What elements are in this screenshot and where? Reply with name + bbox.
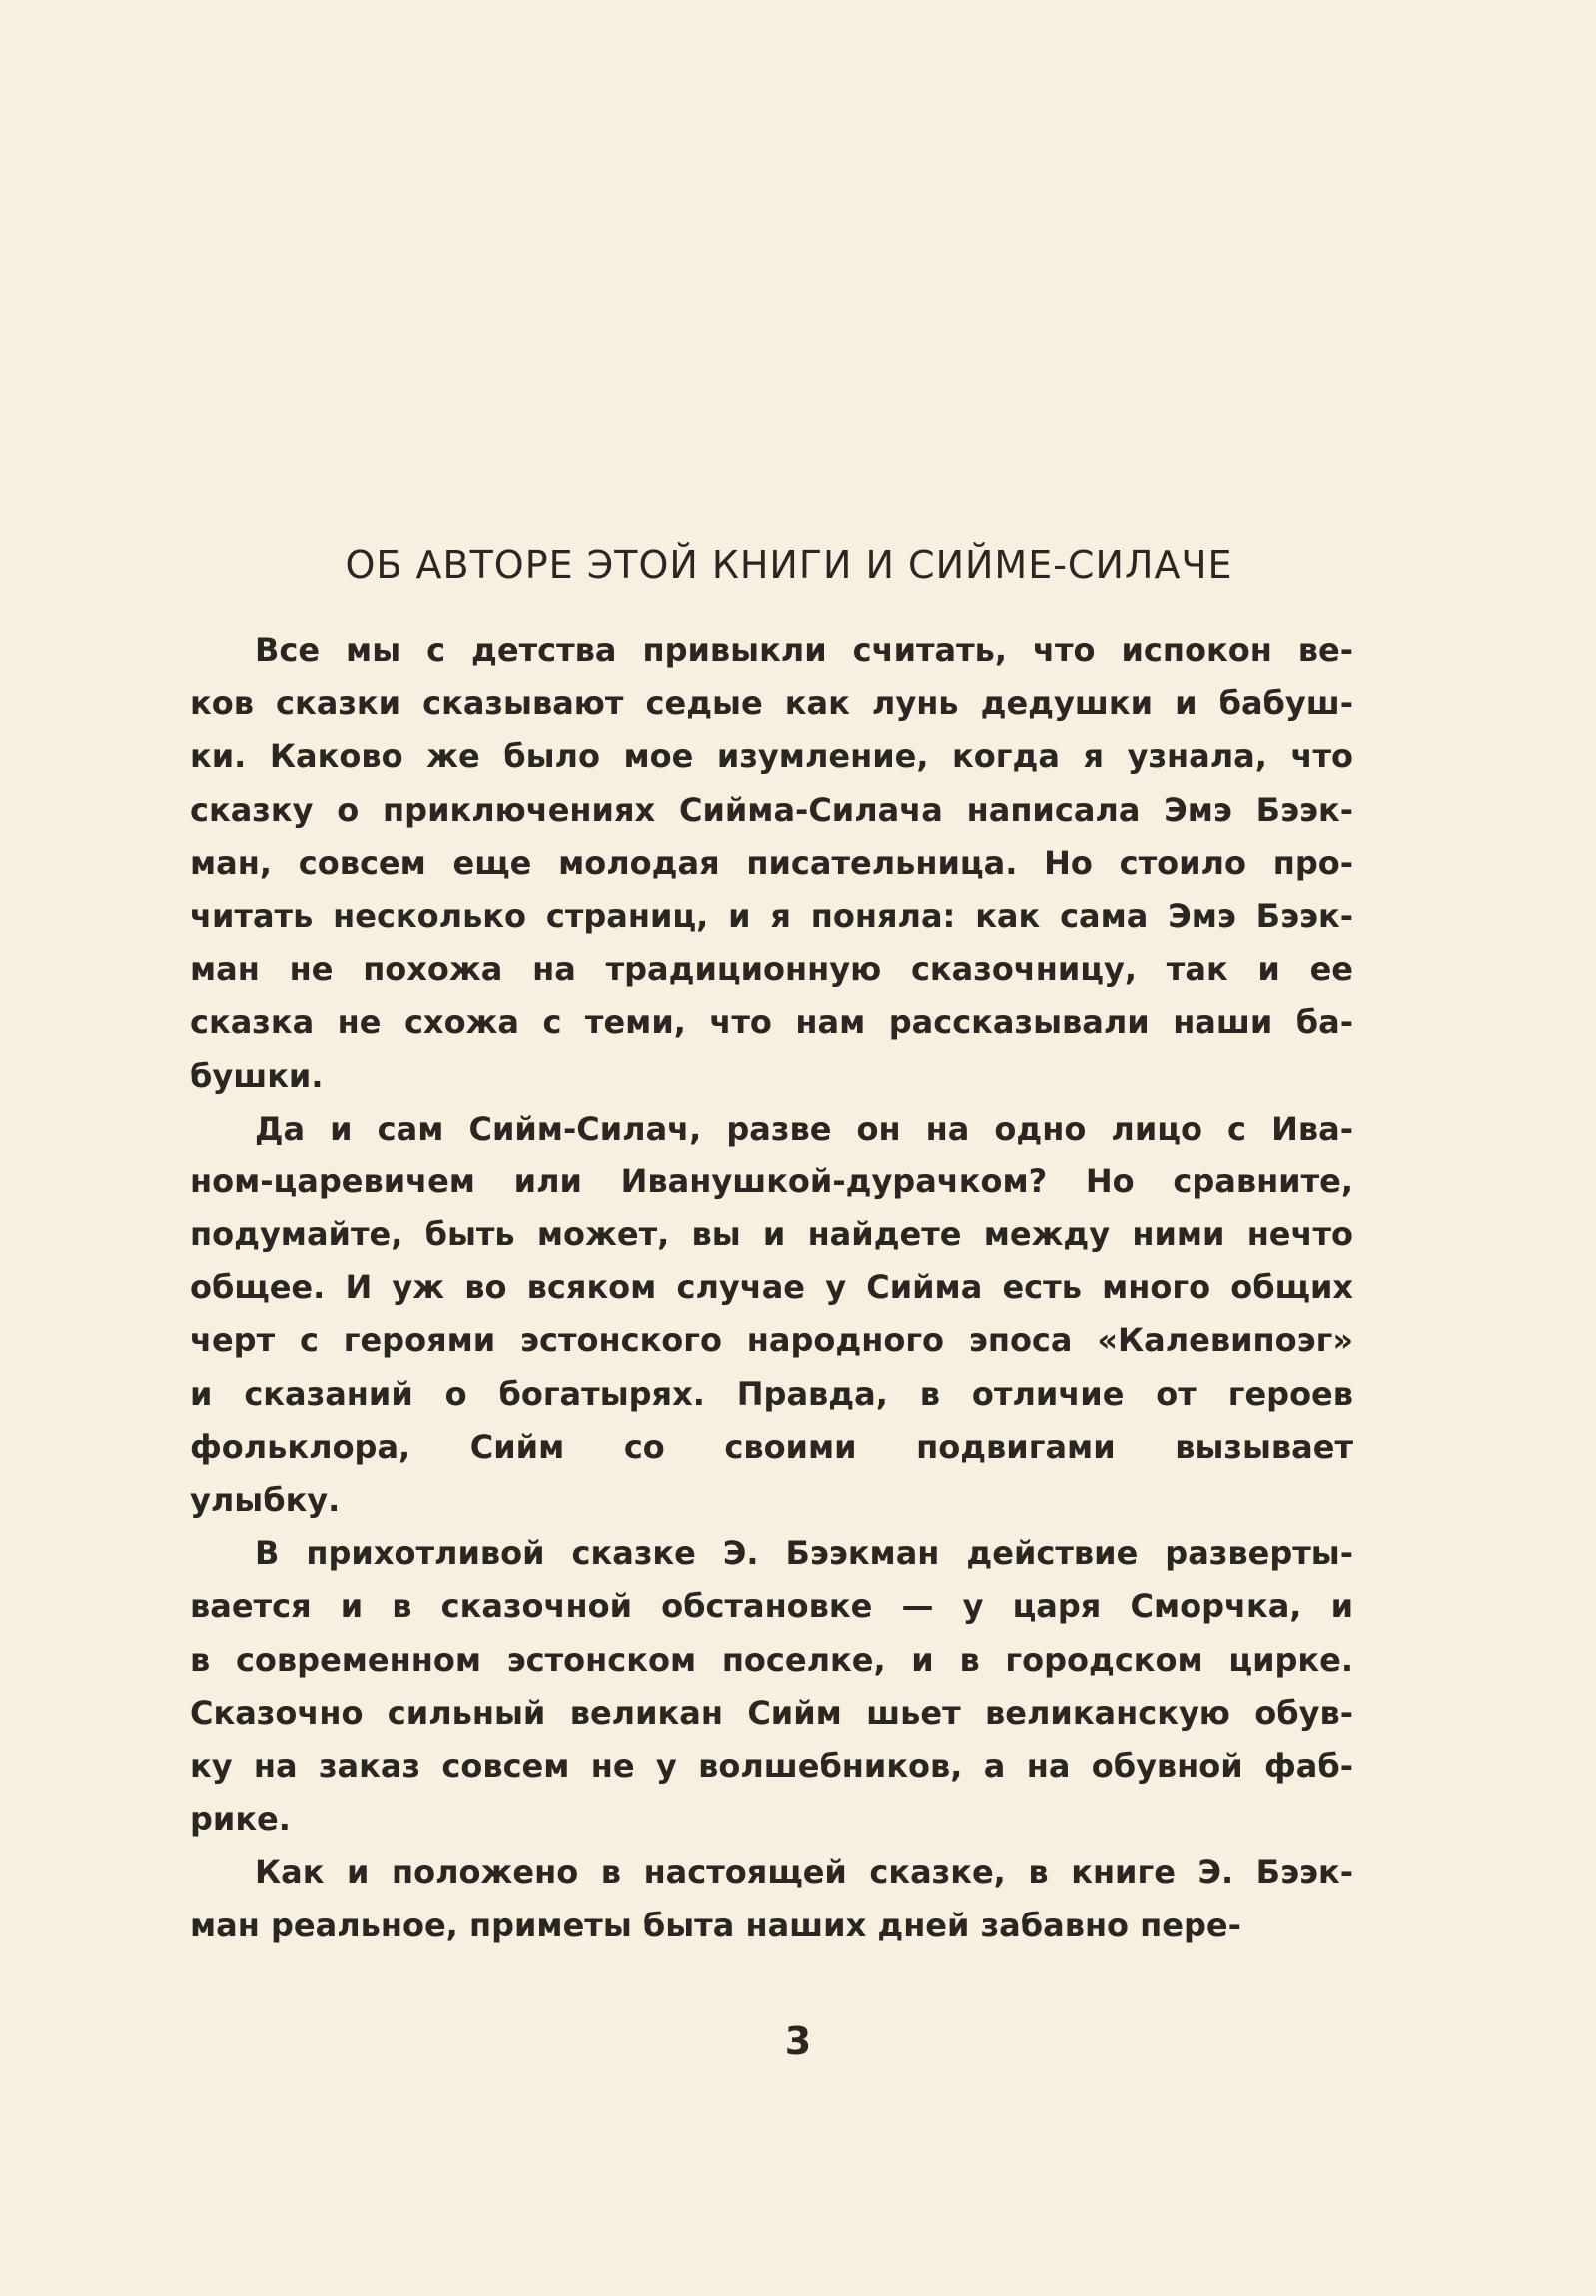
chapter-title: ОБ АВТОРЕ ЭТОЙ КНИГИ И СИЙМЕ-СИЛАЧЕ — [345, 543, 1233, 587]
text-line: Да и сам Сийм-Силач, разве он на одно лицо с Ива- — [255, 1109, 1353, 1148]
text-line: ку на заказ совсем не у волшебников, а на обувной фаб- — [190, 1746, 1353, 1785]
text-line: общее. И уж во всяком случае у Сийма есть много общих — [190, 1268, 1353, 1307]
text-line: черт с героями эстонского народного эпоса «Калевипоэг» — [190, 1321, 1353, 1360]
page-number: 3 — [784, 2019, 812, 2063]
text-line: сказку о приключениях Сийма-Силача написала Эмэ Бээк- — [190, 790, 1353, 829]
text-line: Сказочно сильный великан Сийм шьет великанскую обув- — [190, 1693, 1353, 1732]
text-line: Все мы с детства привыкли считать, что испокон ве- — [255, 631, 1353, 669]
text-line: ман не похожа на традиционную сказочницу, так и ее — [190, 950, 1353, 989]
text-line: подумайте, быть может, вы и найдете между ними нечто — [190, 1215, 1353, 1254]
text-line: и сказаний о богатырях. Правда, в отличие от героев — [190, 1374, 1353, 1413]
text-line: ки. Каково же было мое изумление, когда я узнала, что — [190, 737, 1353, 776]
text-line: бушки. — [190, 1056, 324, 1095]
text-line: ков сказки сказывают седые как лунь дедушки и бабуш- — [190, 684, 1353, 723]
text-line: вается и в сказочной обстановке — у царя Сморчка, и — [190, 1587, 1353, 1626]
text-line: читать несколько страниц, и я поняла: как сама Эмэ Бээк- — [190, 896, 1353, 935]
text-line: фольклора, Сийм со своими подвигами вызывает — [190, 1427, 1353, 1466]
text-line: в современном эстонском поселке, и в городском цирке. — [190, 1640, 1353, 1679]
text-line: сказка не схожа с теми, что нам рассказывали наши ба- — [190, 1003, 1353, 1042]
text-line: Как и положено в настоящей сказке, в книге Э. Бээк- — [255, 1853, 1353, 1892]
text-line: рике. — [190, 1800, 291, 1839]
text-line: В прихотливой сказке Э. Бээкман действие разверты- — [255, 1534, 1353, 1573]
body-text — [190, 624, 1353, 1952]
text-line: ман, совсем еще молодая писательница. Но стоило про- — [190, 843, 1353, 882]
text-line: ман реальное, приметы быта наших дней забавно пере- — [190, 1906, 1241, 1944]
text-line: улыбку. — [190, 1481, 341, 1519]
text-line: ном-царевичем или Иванушкой-дурачком? Но сравните, — [190, 1161, 1353, 1200]
